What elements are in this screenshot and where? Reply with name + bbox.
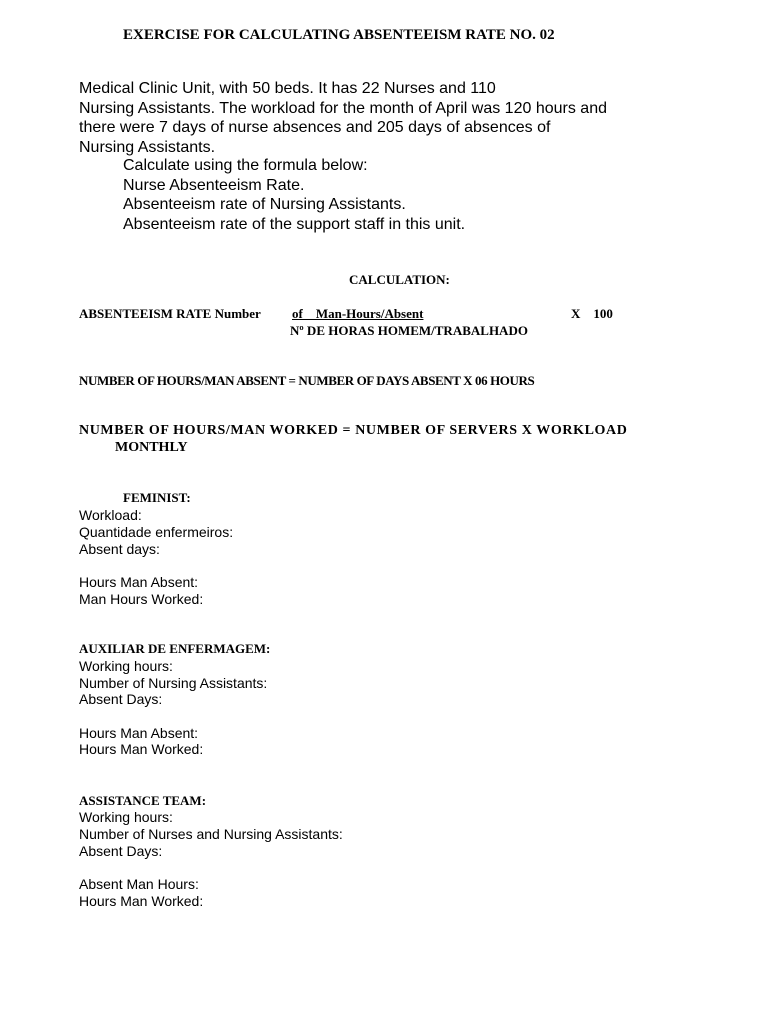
- intro-line: Medical Clinic Unit, with 50 beds. It has 22 Nurses and 110: [79, 80, 496, 97]
- intro-line: Nursing Assistants.: [79, 138, 216, 156]
- formula-denominator: Nº DE HORAS HOMEM/TRABALHADO: [290, 323, 528, 338]
- document-title: EXERCISE FOR CALCULATING ABSENTEEISM RATE NO. 02: [123, 27, 555, 43]
- field-label: Absent days:: [79, 541, 160, 557]
- intro-line: Nursing Assistants. The workload for the month of April was 120 hours and: [79, 99, 607, 117]
- intro-paragraph: [79, 79, 656, 157]
- formula-multiplier: X 100: [571, 306, 613, 321]
- section-heading-feminist: FEMINIST:: [123, 490, 191, 505]
- field-label: Working hours:: [79, 658, 173, 674]
- field-label: Absent Days:: [79, 691, 163, 707]
- formula-numerator: of Man-Hours/Absent: [292, 306, 424, 321]
- section-heading-assistance-team: ASSISTANCE TEAM:: [79, 793, 207, 808]
- rule-hours-worked-continued: MONTHLY: [115, 440, 188, 455]
- intro-line: there were 7 days of nurse absences and 205 days of absences of: [79, 119, 551, 136]
- instruction-line: Nurse Absenteeism Rate.: [123, 177, 305, 194]
- field-label: Number of Nurses and Nursing Assistants:: [79, 826, 343, 842]
- section-heading-nursing-assistant: AUXILIAR DE ENFERMAGEM:: [79, 641, 271, 656]
- rule-hours-absent: NUMBER OF HOURS/MAN ABSENT = NUMBER OF DAYS ABSENT X 06 HOURS: [79, 373, 535, 388]
- result-label: Hours Man Absent:: [79, 725, 199, 741]
- formula-label: ABSENTEEISM RATE Number: [79, 306, 261, 321]
- field-label: Absent Days:: [79, 843, 163, 859]
- field-label: Quantidade enfermeiros:: [79, 524, 234, 540]
- result-label: Man Hours Worked:: [79, 591, 204, 607]
- instruction-line: Absenteeism rate of the support staff in this unit.: [123, 216, 466, 233]
- field-label: Working hours:: [79, 809, 173, 825]
- rule-hours-worked: NUMBER OF HOURS/MAN WORKED = NUMBER OF SERVERS X WORKLOAD: [79, 423, 628, 438]
- instruction-line: Calculate using the formula below:: [123, 157, 368, 174]
- result-label: Hours Man Absent:: [79, 574, 199, 590]
- field-label: Number of Nursing Assistants:: [79, 675, 268, 691]
- result-label: Hours Man Worked:: [79, 741, 204, 757]
- calculation-heading: CALCULATION:: [349, 272, 450, 287]
- instruction-line: Absenteeism rate of Nursing Assistants.: [123, 196, 406, 213]
- result-label: Absent Man Hours:: [79, 876, 199, 892]
- field-label: Workload:: [79, 507, 142, 523]
- result-label: Hours Man Worked:: [79, 893, 204, 909]
